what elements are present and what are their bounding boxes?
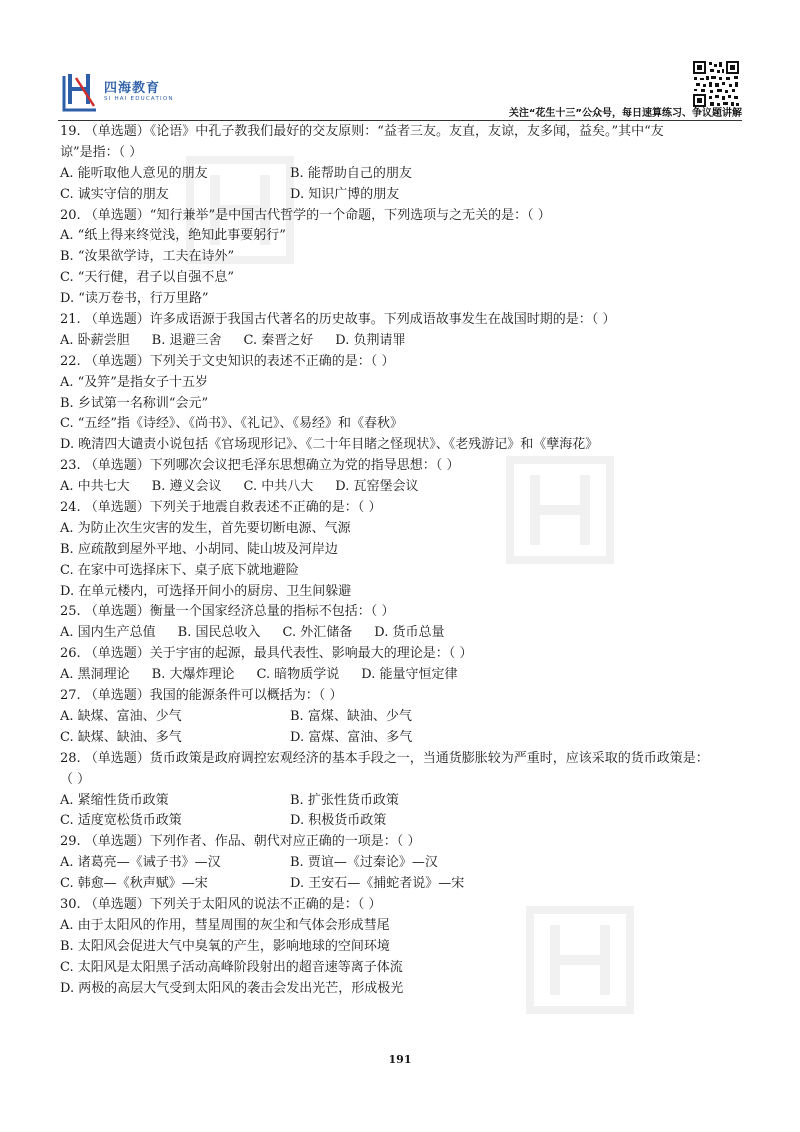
answer-option: B. 富煤、缺油、少气 <box>290 708 412 724</box>
answer-option: C. 缺煤、缺油、多气 <box>60 729 182 745</box>
answer-option: D. 负荆请罪 <box>335 332 406 348</box>
option-row <box>60 707 750 728</box>
option-row <box>60 540 750 561</box>
answer-option: A. 由于太阳风的作用，彗星周围的灰尘和气体会形成彗尾 <box>60 917 390 933</box>
qr-code-icon <box>692 60 740 108</box>
option-row <box>60 665 750 686</box>
answer-option: A. “及笄”是指女子十五岁 <box>60 374 208 390</box>
question-stem: 26. （单选题）关于宇宙的起源，最具代表性、影响最大的理论是：（ ） <box>60 646 473 662</box>
question-block <box>60 498 750 602</box>
answer-option: D. 在单元楼内，可选择开间小的厨房、卫生间躲避 <box>60 583 352 599</box>
question-stem: 谅”是指：（ ） <box>60 144 143 160</box>
question-stem: 19. （单选题）《论语》中孔子教我们最好的交友原则：“益者三友。友直，友谅，友多闻，益矣。”其中“友 <box>60 124 664 139</box>
option-row <box>60 791 750 812</box>
option-row <box>60 477 750 498</box>
option-row <box>60 958 750 979</box>
answer-option: A. 国内生产总值 <box>60 625 156 641</box>
option-row <box>60 937 750 958</box>
option-row <box>60 582 750 603</box>
answer-option: A. 黑洞理论 <box>60 667 130 683</box>
question-block <box>60 122 750 206</box>
answer-option: A. 紧缩性货币政策 <box>60 792 169 808</box>
option-row <box>60 623 750 644</box>
question-block <box>60 644 750 686</box>
question-block <box>60 206 750 310</box>
question-stem: 30. （单选题）下列关于太阳风的说法不正确的是：（ ） <box>60 896 382 912</box>
answer-option: C. 秦晋之好 <box>243 332 314 348</box>
question-block <box>60 832 750 895</box>
answer-option: D. 两极的高层大气受到太阳风的袭击会发出光芒，形成极光 <box>60 980 404 996</box>
page-header <box>0 0 800 124</box>
question-stem: 27. （单选题）我国的能源条件可以概括为：（ ） <box>60 688 343 704</box>
question-stem: 29. （单选题）下列作者、作品、朝代对应正确的一项是：（ ） <box>60 834 421 850</box>
question-block <box>60 352 750 456</box>
question-stem: 21. （单选题）许多成语源于我国古代著名的历史故事。下列成语故事发生在战国时期的是：（ ） <box>60 312 616 328</box>
answer-option: A. “纸上得来终觉浅，绝知此事要躬行” <box>60 228 286 244</box>
question-stem: 20. （单选题）“知行兼举”是中国古代哲学的一个命题，下列选项与之无关的是：（ ） <box>60 207 551 223</box>
option-row <box>60 164 750 185</box>
answer-option: C. 暗物质学说 <box>256 667 340 683</box>
answer-option: D. 瓦窑堡会议 <box>335 479 419 495</box>
question-block <box>60 686 750 749</box>
answer-option: B. 能帮助自己的朋友 <box>290 165 412 181</box>
answer-option: B. 国民总收入 <box>177 625 261 641</box>
brand-name-en: SI HAI EDUCATION <box>104 96 174 102</box>
answer-option: C. 外汇储备 <box>282 625 353 641</box>
answer-option: C. “五经”指《诗经》、《尚书》、《礼记》、《易经》和《春秋》 <box>60 416 404 432</box>
answer-option: C. 韩愈—《秋声赋》—宋 <box>60 876 208 892</box>
answer-option: B. 大爆炸理论 <box>151 667 235 683</box>
option-row <box>60 268 750 289</box>
question-block <box>60 895 750 999</box>
answer-option: B. 应疏散到屋外平地、小胡同、陡山坡及河岸边 <box>60 541 338 557</box>
question-block <box>60 310 750 352</box>
question-stem: 28. （单选题）货币政策是政府调控宏观经济的基本手段之一，当通货膨胀较为严重时，应该采取的货币政策是： <box>60 750 709 766</box>
option-row <box>60 916 750 937</box>
option-row <box>60 874 750 895</box>
question-stem: 23. （单选题）下列哪次会议把毛泽东思想确立为党的指导思想：（ ） <box>60 458 460 474</box>
answer-option: C. 适度宽松货币政策 <box>60 813 182 829</box>
question-stem: 25. （单选题）衡量一个国家经济总量的指标不包括：（ ） <box>60 604 395 620</box>
option-row <box>60 519 750 540</box>
option-row <box>60 561 750 582</box>
option-row <box>60 435 750 456</box>
answer-option: A. 能听取他人意见的朋友 <box>60 165 208 181</box>
question-list <box>60 122 750 999</box>
answer-option: D. 晚清四大谴责小说包括《官场现形记》、《二十年目睹之怪现状》、《老残游记》和《孽海花》 <box>60 437 599 453</box>
question-block <box>60 602 750 644</box>
option-row <box>60 853 750 874</box>
brand-mark-icon <box>60 70 100 112</box>
question-block <box>60 456 750 498</box>
option-row <box>60 811 750 832</box>
brand-name: 四海教育 <box>104 81 161 96</box>
option-row <box>60 979 750 1000</box>
answer-option: A. 中共七大 <box>60 479 130 495</box>
answer-option: D. 能量守恒定律 <box>361 667 458 683</box>
option-row <box>60 226 750 247</box>
question-stem: 24. （单选题）下列关于地震自救表述不正确的是：（ ） <box>60 500 382 516</box>
option-row <box>60 289 750 310</box>
answer-option: D. “读万卷书，行万里路” <box>60 291 209 307</box>
answer-option: A. 为防止次生灾害的发生，首先要切断电源、气源 <box>60 520 351 536</box>
answer-option: D. 王安石—《捕蛇者说》—宋 <box>290 876 465 892</box>
question-stem: 22. （单选题）下列关于文史知识的表述不正确的是：（ ） <box>60 353 395 369</box>
answer-option: B. 退避三舍 <box>151 332 222 348</box>
question-stem: （ ） <box>60 771 91 787</box>
answer-option: D. 货币总量 <box>374 625 445 641</box>
option-row <box>60 414 750 435</box>
question-block <box>60 749 750 833</box>
answer-option: C. 在家中可选择床下、桌子底下就地避险 <box>60 562 299 578</box>
answer-option: B. 遵义会议 <box>151 479 222 495</box>
answer-option: C. 中共八大 <box>243 479 314 495</box>
option-row <box>60 331 750 352</box>
header-note: 关注“花生十三”公众号，每日速算练习、争议题讲解 <box>508 108 742 119</box>
answer-option: B. “汝果欲学诗，工夫在诗外” <box>60 249 235 265</box>
answer-option: B. 太阳风会促进大气中臭氧的产生，影响地球的空间环境 <box>60 938 390 954</box>
answer-option: C. 诚实守信的朋友 <box>60 186 169 202</box>
answer-option: D. 积极货币政策 <box>290 813 387 829</box>
answer-option: B. 扩张性货币政策 <box>290 792 399 808</box>
option-row <box>60 373 750 394</box>
answer-option: A. 卧薪尝胆 <box>60 332 130 348</box>
answer-option: C. 太阳风是太阳黑子活动高峰阶段射出的超音速等离子体流 <box>60 959 403 975</box>
answer-option: C. “天行健，君子以自强不息” <box>60 270 235 286</box>
answer-option: D. 富煤、富油、多气 <box>290 729 413 745</box>
option-row <box>60 728 750 749</box>
option-row <box>60 185 750 206</box>
answer-option: A. 诸葛亮—《诫子书》—汉 <box>60 855 221 871</box>
brand-logo <box>60 70 200 112</box>
answer-option: A. 缺煤、富油、少气 <box>60 708 182 724</box>
option-row <box>60 247 750 268</box>
answer-option: B. 乡试第一名称训“会元” <box>60 395 209 411</box>
answer-option: D. 知识广博的朋友 <box>290 186 400 202</box>
header-divider <box>58 120 742 121</box>
page-number: 191 <box>388 1053 412 1066</box>
option-row <box>60 394 750 415</box>
answer-option: B. 贾谊—《过秦论》—汉 <box>290 855 438 871</box>
